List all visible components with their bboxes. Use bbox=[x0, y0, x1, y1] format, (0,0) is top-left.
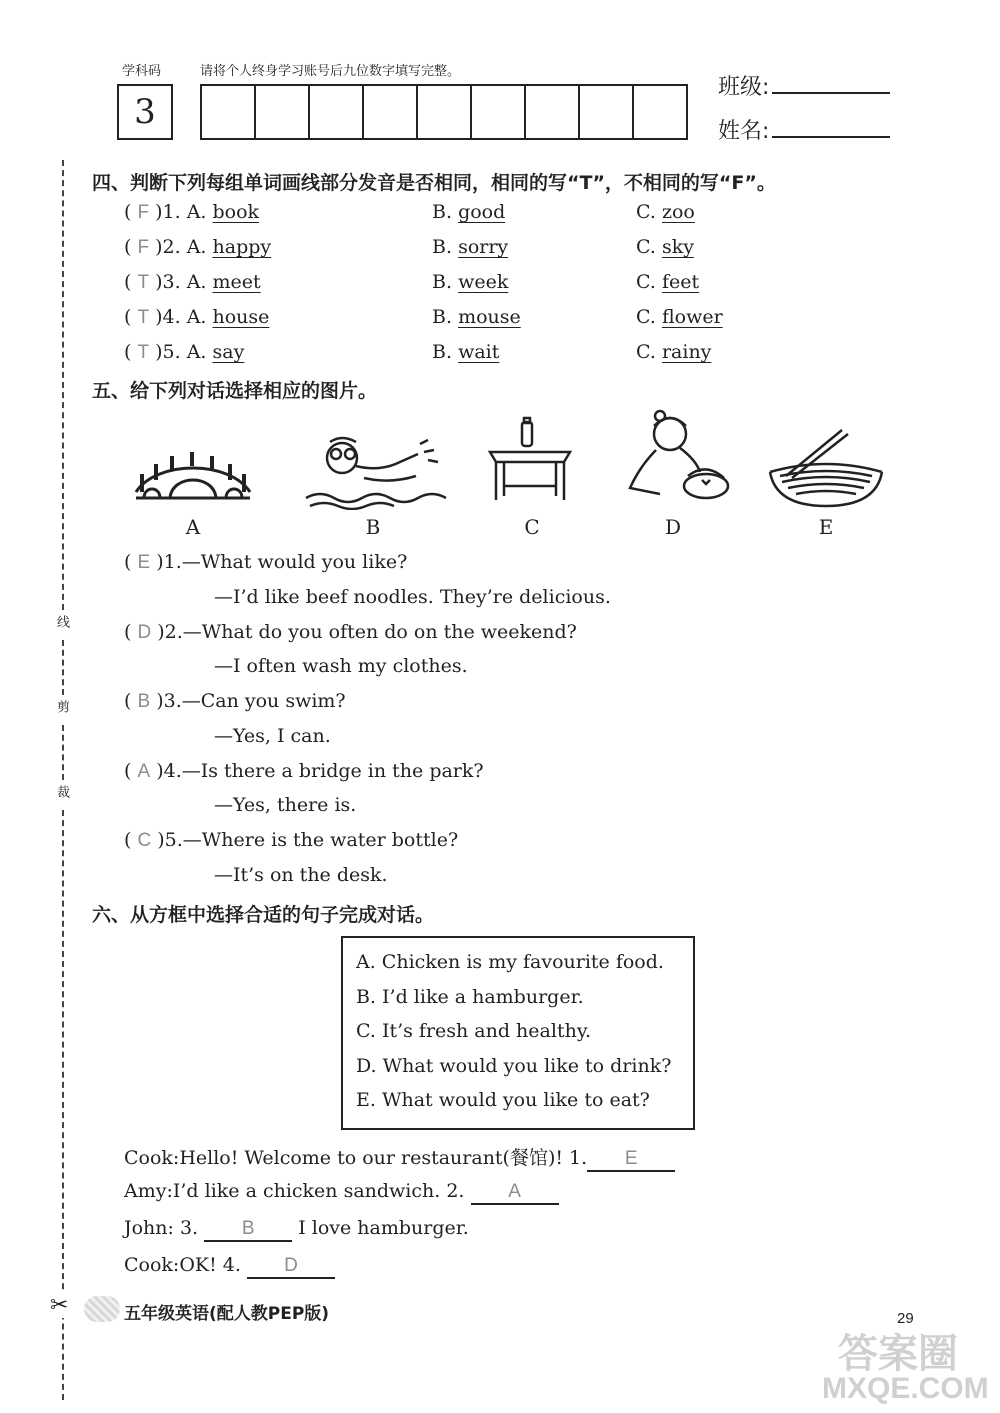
subject-code-box bbox=[117, 84, 173, 140]
picture-label-d: D bbox=[664, 515, 682, 539]
s5-answer[interactable]: D bbox=[137, 622, 152, 643]
answer-blank[interactable]: D bbox=[247, 1255, 335, 1279]
s5-item: ( E )1.—What would you like? bbox=[124, 551, 408, 573]
account-digit-cell[interactable] bbox=[364, 86, 418, 138]
cut-line-segment bbox=[62, 725, 64, 780]
s4-item: ( T )4. A. house bbox=[124, 306, 270, 328]
cut-line-upper bbox=[62, 160, 64, 610]
noodles-bowl-icon bbox=[766, 426, 886, 510]
s5-answer[interactable]: E bbox=[137, 552, 151, 573]
s4-item: ( F )2. A. happy bbox=[124, 236, 272, 258]
desk-bottle-icon bbox=[484, 416, 576, 504]
name-field[interactable] bbox=[772, 136, 890, 138]
washing-clothes-icon bbox=[620, 406, 730, 506]
account-digit-cell[interactable] bbox=[310, 86, 364, 138]
cut-line-segment bbox=[62, 640, 64, 695]
s4-item: ( F )1. A. book bbox=[124, 201, 260, 223]
s5-response: —Yes, I can. bbox=[214, 725, 331, 747]
dialogue-line: Cook:OK! 4. D bbox=[124, 1254, 335, 1279]
s5-response: —I’d like beef noodles. They’re delicious. bbox=[214, 586, 611, 608]
s5-item: ( A )4.—Is there a bridge in the park? bbox=[124, 760, 484, 782]
s5-item: ( B )3.—Can you swim? bbox=[124, 690, 346, 712]
s5-response: —It’s on the desk. bbox=[214, 864, 388, 886]
dialogue-line: Cook:Hello! Welcome to our restaurant(餐馆)! 1. E bbox=[124, 1143, 675, 1172]
class-label: 班级: bbox=[718, 75, 770, 100]
choice-option: B. I’d like a hamburger. bbox=[356, 986, 584, 1008]
watermark-logo: 答案圈 bbox=[838, 1331, 958, 1377]
account-digit-cell[interactable] bbox=[418, 86, 472, 138]
s5-response: —Yes, there is. bbox=[214, 794, 357, 816]
account-digit-cell[interactable] bbox=[634, 86, 686, 138]
name-label: 姓名: bbox=[718, 119, 770, 144]
section6-title: 六、从方框中选择合适的句子完成对话。 bbox=[92, 904, 435, 926]
picture-label-b: B bbox=[365, 515, 381, 539]
section4-title: 四、判断下列每组单词画线部分发音是否相同，相同的写“T”，不相同的写“F”。 bbox=[92, 172, 776, 194]
choice-option: A. Chicken is my favourite food. bbox=[356, 951, 664, 973]
account-digit-cell[interactable] bbox=[580, 86, 634, 138]
scissors-icon: ✂ bbox=[50, 1293, 69, 1318]
account-digit-cell[interactable] bbox=[202, 86, 256, 138]
s4-answer[interactable]: T bbox=[137, 272, 150, 293]
class-field[interactable] bbox=[772, 92, 890, 94]
watermark-url: MXQE.COM bbox=[822, 1372, 989, 1405]
book-title: 五年级英语(配人教PEP版) bbox=[124, 1304, 330, 1324]
answer-blank[interactable]: E bbox=[587, 1148, 675, 1172]
choice-option: E. What would you like to eat? bbox=[356, 1089, 650, 1111]
picture-label-a: A bbox=[185, 515, 201, 539]
s4-item: ( T )3. A. meet bbox=[124, 271, 261, 293]
picture-label-e: E bbox=[818, 515, 834, 539]
s5-item: ( C )5.—Where is the water bottle? bbox=[124, 829, 459, 851]
swimmer-icon bbox=[300, 432, 448, 510]
account-digit-cell[interactable] bbox=[472, 86, 526, 138]
cut-mark-line: 线 bbox=[54, 615, 69, 628]
cut-mark-cut: 剪 bbox=[54, 700, 69, 713]
s4-item: ( T )5. A. say bbox=[124, 341, 245, 363]
s4-answer[interactable]: F bbox=[137, 202, 150, 223]
choice-option: D. What would you like to drink? bbox=[356, 1055, 672, 1077]
answer-blank[interactable]: B bbox=[204, 1218, 292, 1242]
s4-answer[interactable]: T bbox=[137, 342, 150, 363]
account-number-grid[interactable] bbox=[200, 84, 688, 140]
section5-title: 五、给下列对话选择相应的图片。 bbox=[92, 380, 378, 402]
s5-item: ( D )2.—What do you often do on the weekend? bbox=[124, 621, 577, 643]
dialogue-line: Amy:I’d like a chicken sandwich. 2. A bbox=[124, 1180, 559, 1205]
account-instruction: 请将个人终身学习账号后九位数字填写完整。 bbox=[200, 64, 461, 79]
page-number: 29 bbox=[897, 1310, 914, 1327]
account-digit-cell[interactable] bbox=[256, 86, 310, 138]
footer-decoration bbox=[84, 1296, 120, 1322]
bridge-icon bbox=[132, 440, 254, 502]
answer-blank[interactable]: A bbox=[471, 1181, 559, 1205]
choice-option: C. It’s fresh and healthy. bbox=[356, 1020, 592, 1042]
cut-mark-trim: 裁 bbox=[54, 785, 69, 798]
account-digit-cell[interactable] bbox=[526, 86, 580, 138]
s5-response: —I often wash my clothes. bbox=[214, 655, 468, 677]
dialogue-line: John: 3. B I love hamburger. bbox=[124, 1217, 469, 1242]
s5-answer[interactable]: C bbox=[137, 830, 152, 851]
subject-code: 3 bbox=[134, 92, 156, 132]
subject-code-label: 学科码 bbox=[122, 64, 162, 79]
picture-label-c: C bbox=[524, 515, 540, 539]
s4-answer[interactable]: F bbox=[137, 237, 150, 258]
s5-answer[interactable]: B bbox=[137, 691, 151, 712]
s4-answer[interactable]: T bbox=[137, 307, 150, 328]
s5-answer[interactable]: A bbox=[137, 761, 151, 782]
